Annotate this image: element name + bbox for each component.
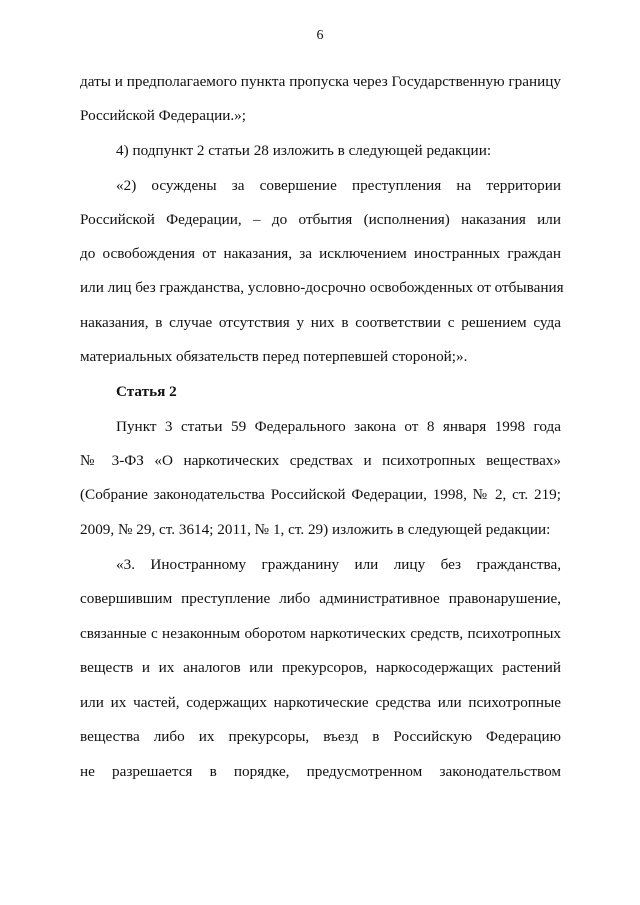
text-line: 4) подпункт 2 статьи 28 изложить в следующей редакции:: [116, 142, 492, 159]
text-line: вещества либо их прекурсоры, въезд в Российскую Федерацию: [80, 728, 561, 745]
text-line: Российской Федерации, – до отбытия (исполнения) наказания или: [80, 211, 561, 228]
text-line: связанные с незаконным оборотом наркотических средств, психотропных: [80, 625, 561, 642]
text-line: веществ и их аналогов или прекурсоров, наркосодержащих растений: [80, 659, 561, 676]
text-line: до освобождения от наказания, за исключением иностранных граждан: [80, 245, 561, 262]
text-line: совершившим преступление либо административное правонарушение,: [80, 590, 561, 607]
page-number: 6: [316, 28, 324, 43]
text-line: или лиц без гражданства, условно-досрочно освобожденных от отбывания: [80, 279, 564, 296]
text-line: материальных обязательств перед потерпевшей стороной;».: [80, 348, 468, 365]
text-line: № 3-ФЗ «О наркотических средствах и психотропных веществах»: [80, 452, 561, 469]
text-line: наказания, в случае отсутствия у них в соответствии с решением суда: [80, 314, 561, 331]
text-line: 2009, № 29, ст. 3614; 2011, № 1, ст. 29) изложить в следующей редакции:: [80, 521, 551, 538]
text-line: «3. Иностранному гражданину или лицу без гражданства,: [116, 556, 561, 573]
text-line: «2) осуждены за совершение преступления на территории: [116, 177, 561, 194]
text-line: даты и предполагаемого пункта пропуска через Государственную границу: [80, 73, 561, 90]
text-line: (Собрание законодательства Российской Федерации, 1998, № 2, ст. 219;: [80, 486, 561, 503]
text-line: или их частей, содержащих наркотические средства или психотропные: [80, 694, 561, 711]
article-heading: Статья 2: [116, 383, 177, 400]
text-line: Российской Федерации.»;: [80, 107, 246, 124]
text-line: Пункт 3 статьи 59 Федерального закона от 8 января 1998 года: [116, 418, 561, 435]
text-line: не разрешается в порядке, предусмотренном законодательством: [80, 763, 561, 780]
